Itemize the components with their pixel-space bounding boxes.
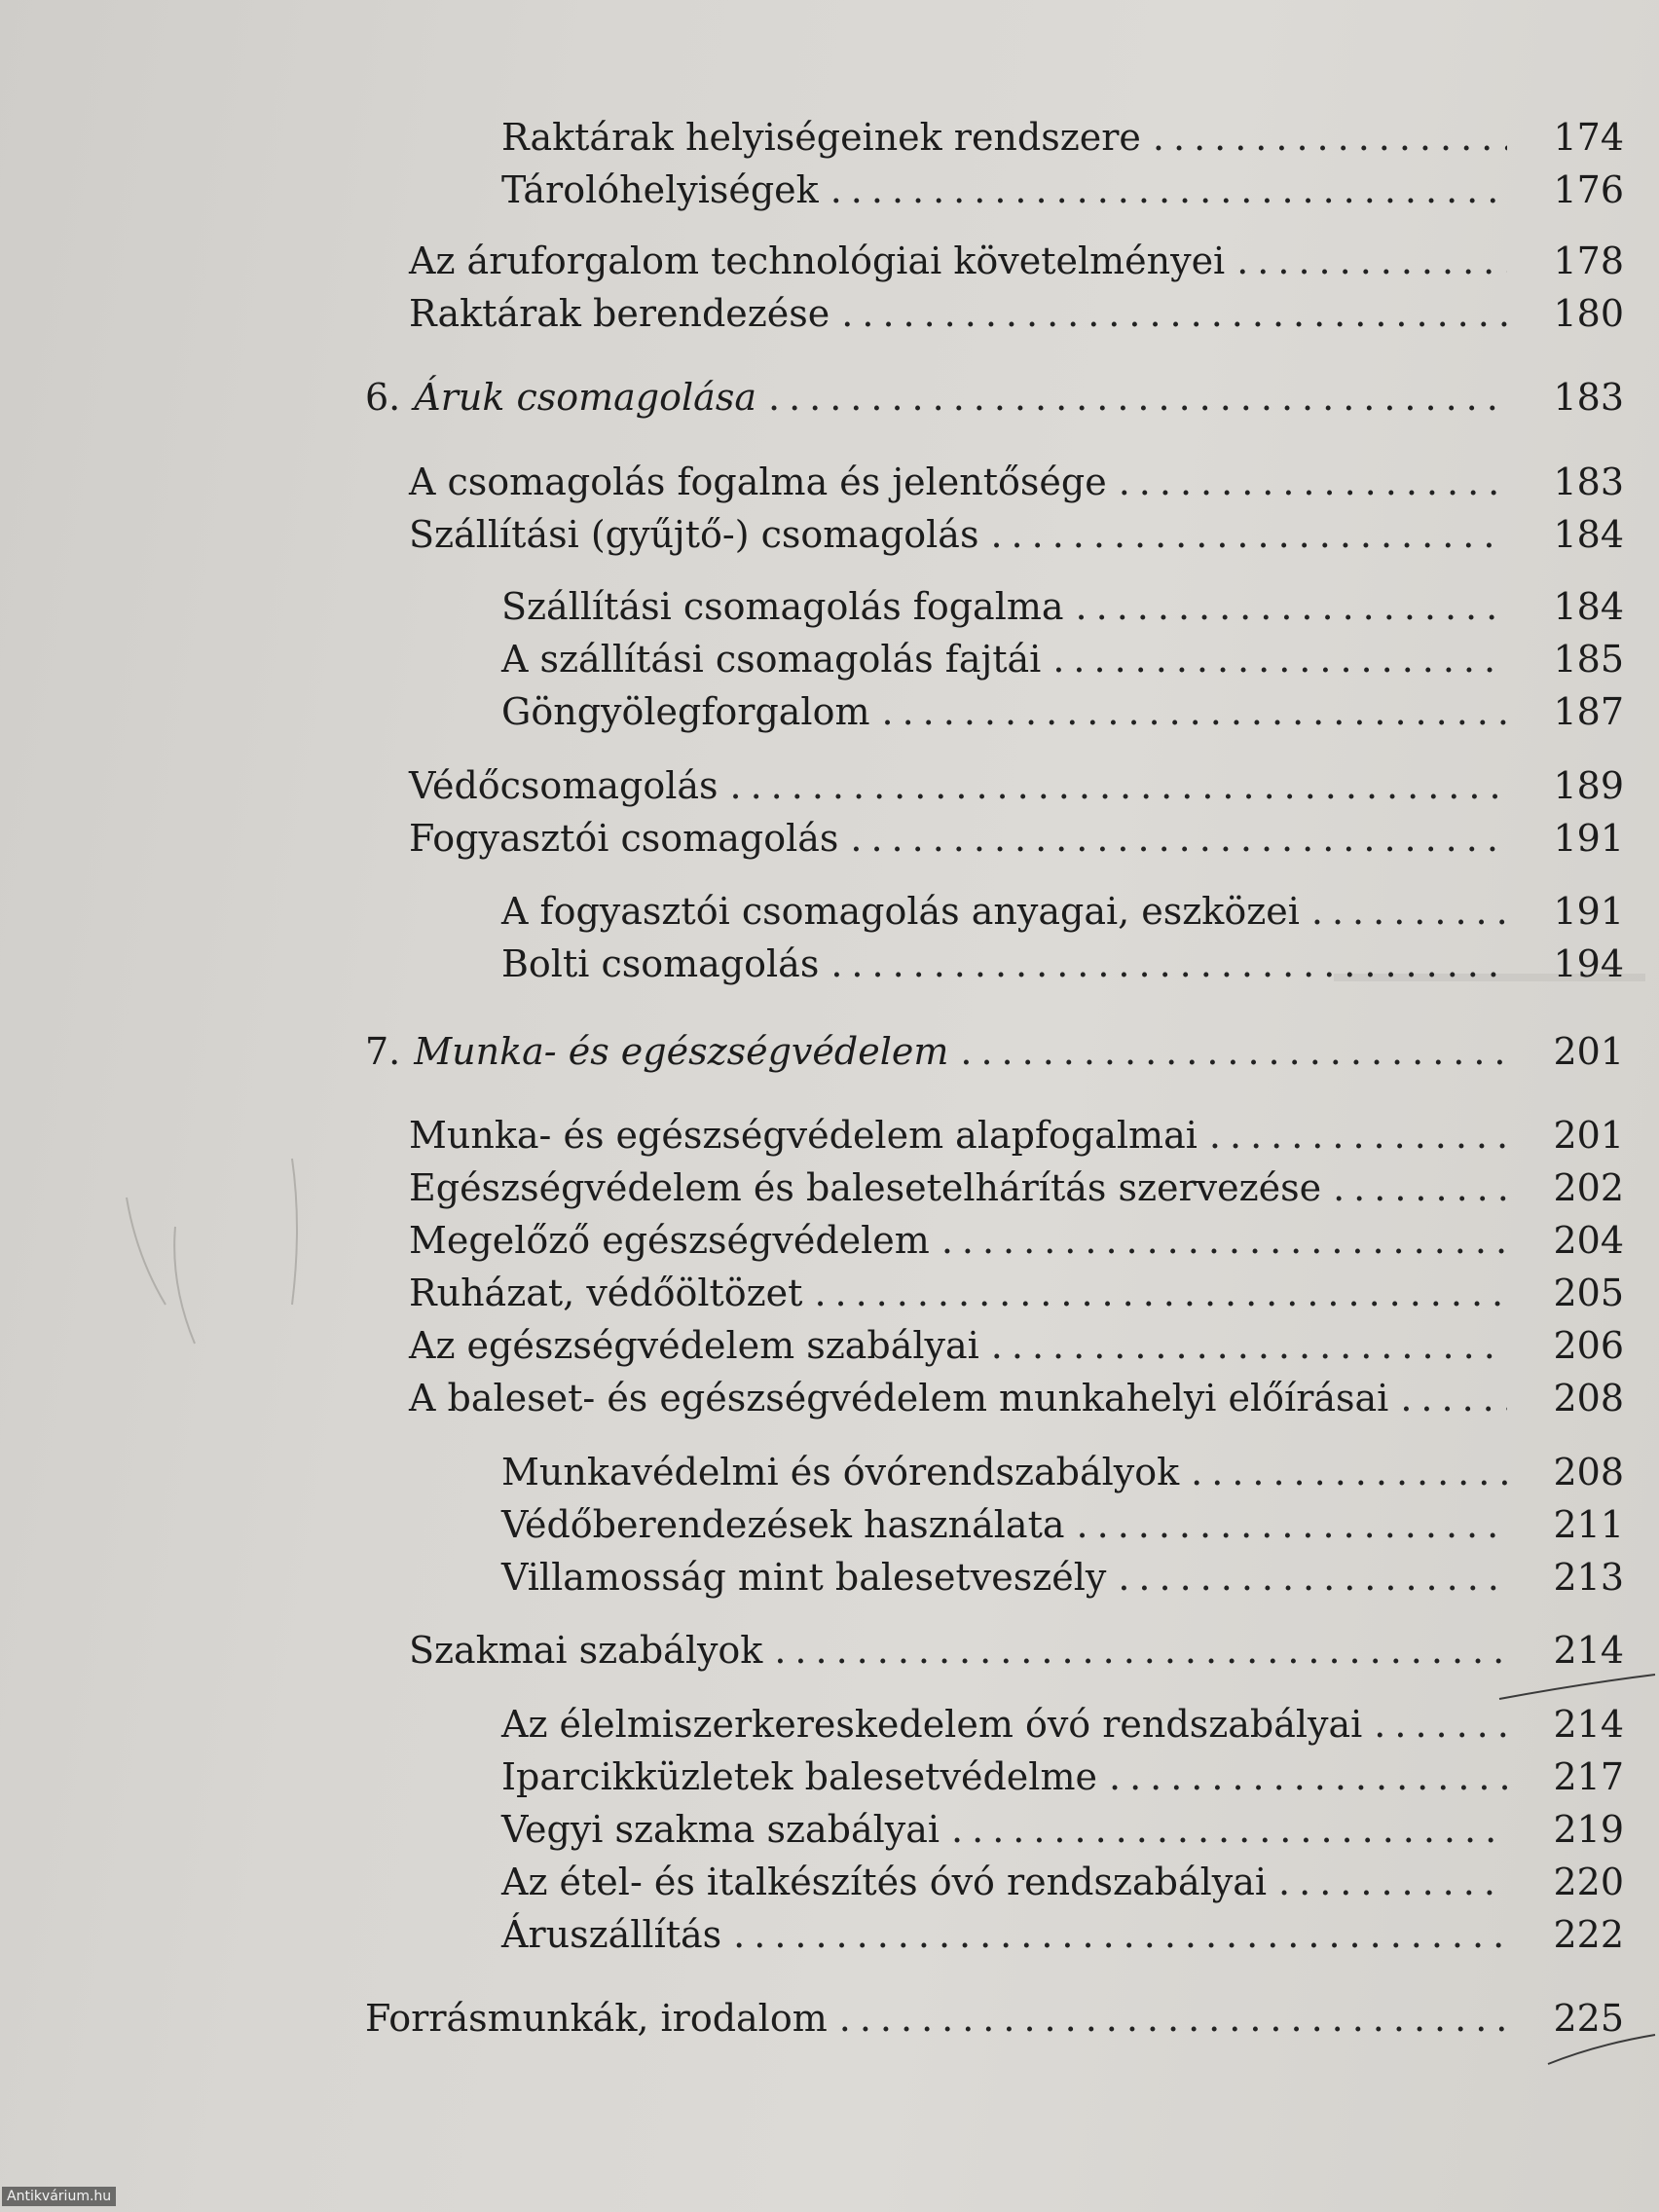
toc-entry[interactable] <box>501 1450 1624 1494</box>
leader-dots <box>1118 1555 1507 1600</box>
toc-entry-title: Munka- és egészségvédelem alapfogalmai <box>409 1114 1198 1157</box>
chapter-number: 6. <box>365 376 401 419</box>
leader-dots <box>768 375 1507 420</box>
toc-entry[interactable] <box>409 460 1624 504</box>
leader-dots <box>1153 115 1507 160</box>
toc-entry-page: 183 <box>1553 376 1624 419</box>
toc-entry-title: Védőcsomagolás <box>409 764 719 807</box>
toc-entry-page: 219 <box>1553 1808 1624 1851</box>
watermark: Antikvárium.hu <box>2 2187 116 2206</box>
toc-entry[interactable] <box>409 763 1624 808</box>
toc-entry-page: 176 <box>1553 168 1624 211</box>
toc-entry-title: Fogyasztói csomagolás <box>409 817 839 860</box>
leader-dots <box>1333 1165 1507 1210</box>
toc-entry-page: 208 <box>1553 1451 1624 1493</box>
toc-entry-page: 185 <box>1553 638 1624 681</box>
toc-entry[interactable] <box>501 637 1624 682</box>
leader-dots <box>1374 1702 1507 1747</box>
toc-entry-page: 217 <box>1553 1755 1624 1798</box>
toc-entry-page: 204 <box>1553 1219 1624 1262</box>
leader-dots <box>1077 1502 1507 1547</box>
leader-dots <box>1191 1450 1507 1494</box>
toc-entry-title: Védőberendezések használata <box>501 1503 1065 1546</box>
leader-dots <box>839 1996 1507 2041</box>
leader-dots <box>850 816 1507 861</box>
leader-dots <box>1052 637 1507 682</box>
toc-entry-title: Az élelmiszerkereskedelem óvó rendszabályai <box>501 1703 1363 1746</box>
toc-entry[interactable] <box>409 1376 1624 1420</box>
toc-entry[interactable] <box>501 1807 1624 1852</box>
leader-dots <box>1311 889 1507 934</box>
toc-entry-title: Ruházat, védőöltözet <box>409 1272 803 1314</box>
toc-entry-title: Iparcikküzletek balesetvédelme <box>501 1755 1097 1798</box>
toc-entry-page: 220 <box>1553 1861 1624 1903</box>
leader-dots <box>730 763 1507 808</box>
toc-entry-page: 214 <box>1553 1629 1624 1672</box>
leader-dots <box>990 512 1507 557</box>
toc-entry[interactable] <box>501 941 1624 986</box>
leader-dots <box>830 167 1507 212</box>
toc-entry-title: Bolti csomagolás <box>501 942 820 985</box>
leader-dots <box>882 689 1508 734</box>
toc-entry[interactable] <box>501 1754 1624 1799</box>
toc-entry-title: Forrásmunkák, irodalom <box>365 1997 828 2040</box>
toc-entry-title: Szállítási (gyűjtő-) csomagolás <box>409 513 979 556</box>
leader-dots <box>951 1807 1507 1852</box>
toc-entry[interactable] <box>409 1165 1624 1210</box>
toc-entry-page: 191 <box>1553 817 1624 860</box>
toc-entry-page: 211 <box>1553 1503 1624 1546</box>
leader-dots <box>1400 1376 1507 1420</box>
toc-entry-page: 184 <box>1553 513 1624 556</box>
leader-dots <box>1109 1754 1507 1799</box>
toc-entry-page: 213 <box>1553 1556 1624 1599</box>
toc-entry-title: Göngyölegforgalom <box>501 690 870 733</box>
toc-entry-page: 202 <box>1553 1166 1624 1209</box>
leader-dots <box>1076 584 1507 629</box>
chapter-title: Munka- és egészségvédelem <box>414 1030 949 1073</box>
leader-dots <box>1236 239 1507 283</box>
toc-entry-page: 189 <box>1553 764 1624 807</box>
toc-entry-title: Megelőző egészségvédelem <box>409 1219 930 1262</box>
toc-entry-title: Szállítási csomagolás fogalma <box>501 585 1064 628</box>
toc-chapter[interactable] <box>365 1029 1624 1074</box>
toc-entry-title: Egészségvédelem és balesetelhárítás szervezése <box>409 1166 1322 1209</box>
toc-entry-page: 208 <box>1553 1377 1624 1419</box>
leader-dots <box>941 1218 1507 1263</box>
toc-entry-title: Villamosság mint balesetveszély <box>501 1556 1107 1599</box>
toc-entry-page: 174 <box>1553 116 1624 159</box>
toc-chapter[interactable] <box>365 375 1624 420</box>
toc-entry-page: 194 <box>1553 942 1624 985</box>
leader-dots <box>1119 460 1507 504</box>
leader-dots <box>830 941 1507 986</box>
toc-entry[interactable] <box>501 1860 1624 1904</box>
leader-dots <box>841 291 1507 336</box>
toc-entry-page: 205 <box>1553 1272 1624 1314</box>
chapter-title: Áruk csomagolása <box>414 376 756 419</box>
toc-entry-page: 214 <box>1553 1703 1624 1746</box>
leader-dots <box>1209 1113 1507 1158</box>
toc-entry-title: Az egészségvédelem szabályai <box>409 1324 979 1367</box>
toc-entry-title: Szakmai szabályok <box>409 1629 763 1672</box>
toc-entry-title: A fogyasztói csomagolás anyagai, eszközei <box>501 890 1300 933</box>
toc-entry-title: A csomagolás fogalma és jelentősége <box>409 461 1107 503</box>
chapter-number: 7. <box>365 1030 401 1073</box>
toc-entry[interactable] <box>409 512 1624 557</box>
toc-entry[interactable] <box>409 239 1624 283</box>
toc-entry-page: 222 <box>1553 1913 1624 1956</box>
toc-entry[interactable] <box>501 584 1624 629</box>
leader-dots <box>991 1323 1507 1368</box>
toc-entry[interactable] <box>501 689 1624 734</box>
toc-entry[interactable] <box>365 1996 1624 2041</box>
toc-entry-title: A baleset- és egészségvédelem munkahelyi előírásai <box>409 1377 1389 1419</box>
toc-entry-title: Áruszállítás <box>501 1913 722 1956</box>
toc-entry[interactable] <box>501 1555 1624 1600</box>
toc-entry[interactable] <box>501 115 1624 160</box>
toc-entry[interactable] <box>501 889 1624 934</box>
toc-entry-title: Tárolóhelyiségek <box>501 168 819 211</box>
toc-entry[interactable] <box>409 1271 1624 1315</box>
toc-entry[interactable] <box>501 167 1624 212</box>
toc-entry-title: A szállítási csomagolás fajtái <box>501 638 1042 681</box>
toc-entry[interactable] <box>409 1323 1624 1368</box>
leader-dots <box>774 1628 1507 1673</box>
toc-entry-page: 180 <box>1553 292 1624 335</box>
toc-entry[interactable] <box>501 1702 1624 1747</box>
toc-entry-title: Az áruforgalom technológiai követelményei <box>409 240 1226 282</box>
toc-entry-title: Vegyi szakma szabályai <box>501 1808 940 1851</box>
leader-dots <box>960 1029 1507 1074</box>
toc-entry-page: 191 <box>1553 890 1624 933</box>
toc-entry-title: Raktárak berendezése <box>409 292 830 335</box>
toc-entry-page: 206 <box>1553 1324 1624 1367</box>
leader-dots <box>733 1912 1507 1957</box>
toc-entry[interactable] <box>409 1628 1624 1673</box>
toc-entry-title: Raktárak helyiségeinek rendszere <box>501 116 1141 159</box>
toc-entry-page: 201 <box>1553 1030 1624 1073</box>
toc-entry[interactable] <box>409 1113 1624 1158</box>
toc-entry[interactable] <box>409 291 1624 336</box>
toc-entry[interactable] <box>501 1502 1624 1547</box>
toc-entry-page: 184 <box>1553 585 1624 628</box>
toc-entry-page: 201 <box>1553 1114 1624 1157</box>
toc-entry-page: 187 <box>1553 690 1624 733</box>
toc-entry-title: Munkavédelmi és óvórendszabályok <box>501 1451 1180 1493</box>
toc-entry[interactable] <box>501 1912 1624 1957</box>
leader-dots <box>814 1271 1507 1315</box>
toc-entry-page: 225 <box>1553 1997 1624 2040</box>
toc-entry[interactable] <box>409 1218 1624 1263</box>
toc-entry[interactable] <box>409 816 1624 861</box>
toc-entry-title: Az étel- és italkészítés óvó rendszabályai <box>501 1861 1268 1903</box>
toc-entry-page: 183 <box>1553 461 1624 503</box>
toc-entry-page: 178 <box>1553 240 1624 282</box>
leader-dots <box>1278 1860 1507 1904</box>
